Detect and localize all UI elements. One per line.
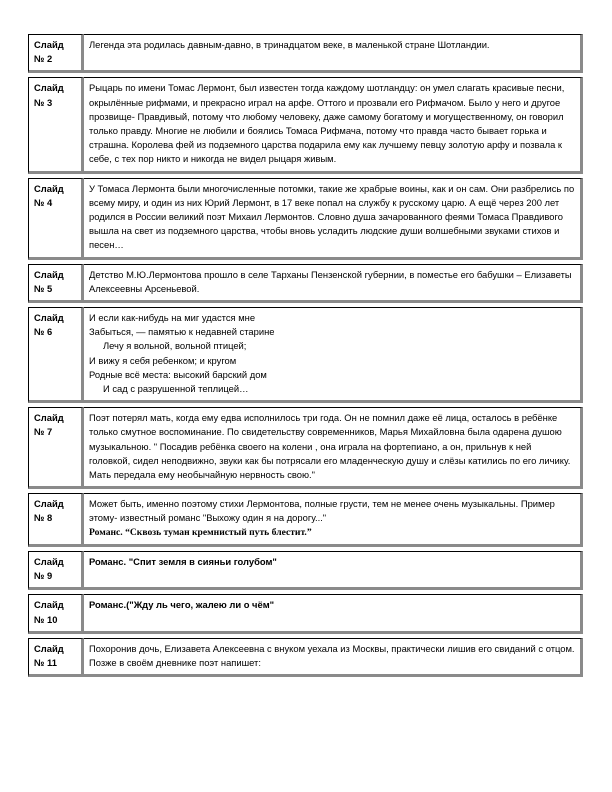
slide-label-number: № 10 xyxy=(34,613,58,625)
table-row xyxy=(28,77,583,173)
slide-label-number: № 9 xyxy=(34,570,53,582)
slide-text-cell xyxy=(84,77,583,173)
table-row xyxy=(28,34,583,73)
slide-label-word: Слайд xyxy=(34,642,64,654)
slide-label xyxy=(28,77,84,173)
slide-text: Похоронив дочь, Елизавета Алексеевна с внуком уехала из Москвы, практически лишив его свиданий с отцом. Позже в своём дневнике поэт напишет: xyxy=(89,642,578,668)
poem-line: Лечу я вольной, вольной птицей; xyxy=(103,340,247,352)
slide-romance-title: Романс.("Жду ль чего, жалею ли о чём" xyxy=(89,599,275,611)
slide-label-number: № 5 xyxy=(34,282,53,294)
slide-label-word: Слайд xyxy=(34,182,64,194)
slide-text: Легенда эта родилась давным-давно, в тринадцатом веке, в маленькой стране Шотландии. xyxy=(89,39,490,50)
slide-label-word: Слайд xyxy=(34,599,64,611)
slide-text: У Томаса Лермонта были многочисленные потомки, такие же храбрые воины, как и он сам. Они разбрелись по всему миру, и один из них Юрий Лермонт, в 17 веке попал на службу к русскому царю. А ещё через 200 лет родился в России великий поэт Михаил Лермонтов. Словно душа зачарованного феями Томаса Правдивого вышла на свет из подземного царства, чтобы вновь усладить людские души волшебными звуками стихов и песен… xyxy=(89,182,577,251)
poem-line: Родные всё места: высокий барский дом xyxy=(89,368,267,380)
slide-label-word: Слайд xyxy=(34,312,64,324)
slide-text-cell xyxy=(84,407,583,489)
slide-label-word: Слайд xyxy=(34,39,64,50)
slide-label-word: Слайд xyxy=(34,82,64,94)
slide-text-cell xyxy=(84,264,583,303)
slide-label xyxy=(28,264,84,303)
poem-line: И если как-нибудь на миг удастся мне xyxy=(89,312,256,324)
slide-label xyxy=(28,594,84,633)
slide-label xyxy=(28,307,84,403)
poem-line: И вижу я себя ребенком; и кругом xyxy=(89,354,237,366)
slide-label-number: № 4 xyxy=(34,196,53,208)
slide-text-cell xyxy=(84,594,583,633)
slide-text-cell xyxy=(84,34,583,73)
slide-romance-title: Романс. “Сквозь туман кремнистый путь блестит.” xyxy=(89,526,312,538)
table-row xyxy=(28,638,583,677)
slides-table xyxy=(28,30,583,681)
slide-label-word: Слайд xyxy=(34,555,64,567)
slide-label xyxy=(28,638,84,677)
table-row xyxy=(28,264,583,303)
slide-label-number: № 6 xyxy=(34,326,53,338)
poem-line: И сад с разрушенной теплицей… xyxy=(103,383,249,395)
table-row xyxy=(28,551,583,590)
slide-text-cell xyxy=(84,638,583,677)
table-row xyxy=(28,178,583,260)
document-page xyxy=(28,30,583,681)
table-row xyxy=(28,307,583,403)
slide-label-number: № 8 xyxy=(34,512,53,524)
table-row xyxy=(28,407,583,489)
slide-text: Детство М.Ю.Лермонтова прошло в селе Тарханы Пензенской губернии, в поместье его бабушки – Елизаветы Алексеевны Арсеньевой. xyxy=(89,268,575,294)
slide-text-cell xyxy=(84,493,583,547)
slide-label-number: № 7 xyxy=(34,426,53,438)
poem-line: Забыться, — памятью к недавней старине xyxy=(89,326,275,338)
slide-text: Рыцарь по имени Томас Лермонт, был известен тогда каждому шотландцу: он умел слагать красивые песни, окрылённые рифмами, и прекрасно играл на арфе. Оттого и прозвали его Рифмачом. Было у него и другое прозвище- Правдивый, потому что любому человеку, даже самому богатому и могущественному, он говорил только правду. Многие не любили и боялись Томаса Рифмача, потому что правда часто бывает горька и страшна. Королева фей из подземного царства подарила ему как лучшему певцу золотую арфу и позвала к себе, с тех пор никто и никогда не видел рыцаря живым. xyxy=(89,82,568,165)
slide-text-cell xyxy=(84,551,583,590)
slide-text: Поэт потерял мать, когда ему едва исполнилось три года. Он не помнил даже её лица, осталось в ребёнке только смутное воспоминание. По свидетельству современников, Марья Михайловна была одарена душою музыкальною. " Посадив ребёнка своего на колени , она играла на фортепиано, а он, прильнув к ней головкой, сидел неподвижно, звуки как бы потрясали его младенческую душу и слёзы катились по его личику. Мать передала ему необычайную нервность свою." xyxy=(89,412,573,481)
slide-label-number: № 11 xyxy=(34,656,57,668)
slide-label xyxy=(28,34,84,73)
slide-label-word: Слайд xyxy=(34,412,64,424)
slide-romance-title: Романс. "Спит земля в сияньи голубом" xyxy=(89,555,277,567)
slide-label-number: № 2 xyxy=(34,53,53,65)
table-row xyxy=(28,493,583,547)
slide-label xyxy=(28,493,84,547)
slide-poem-cell xyxy=(84,307,583,403)
slide-label xyxy=(28,407,84,489)
slide-label-word: Слайд xyxy=(34,268,64,280)
slide-text: Может быть, именно поэтому стихи Лермонтова, полные грусти, тем не менее очень музыкальны. Пример этому- известный романс "Выхожу один я на дорогу..." xyxy=(89,498,558,524)
slide-label xyxy=(28,551,84,590)
slide-label xyxy=(28,178,84,260)
table-row xyxy=(28,594,583,633)
slide-text-cell xyxy=(84,178,583,260)
slide-label-number: № 3 xyxy=(34,96,53,108)
slide-label-word: Слайд xyxy=(34,498,64,510)
